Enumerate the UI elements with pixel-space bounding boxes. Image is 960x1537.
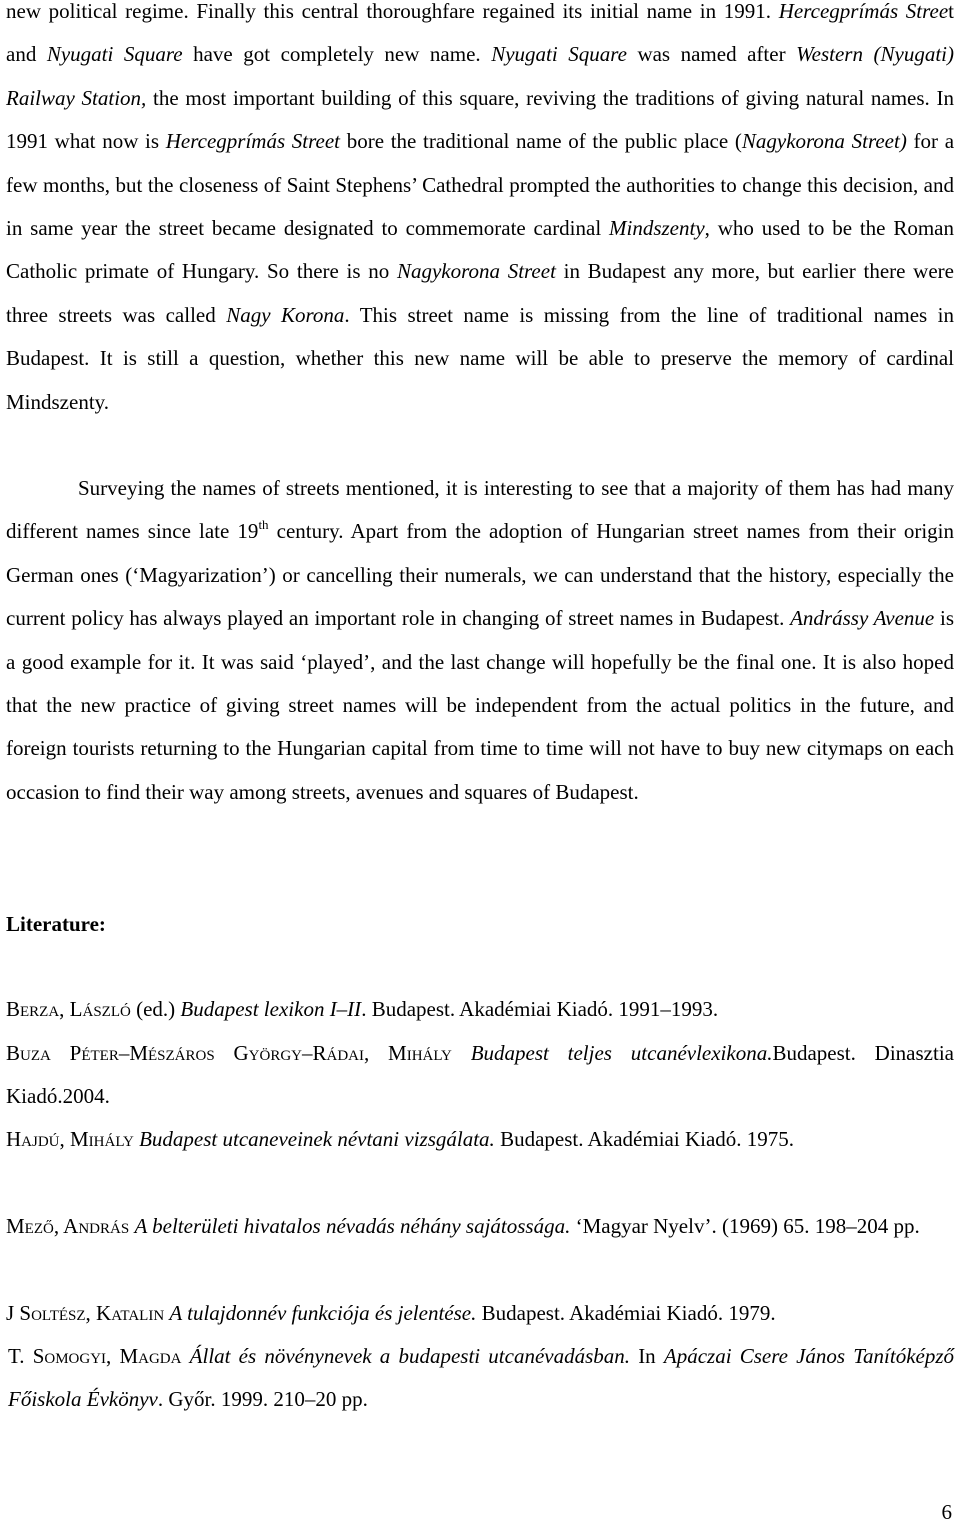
text-run: . Budapest. Akadémiai Kiadó. 1991–1993. bbox=[361, 997, 719, 1021]
reference-author: T. Somogyi, Magda bbox=[8, 1344, 182, 1368]
reference-title: Budapest teljes utcanévlexikona. bbox=[470, 1041, 773, 1065]
reference-title: Budapest utcaneveinek névtani vizsgálata. bbox=[139, 1127, 495, 1151]
text-run: bore the traditional name of the public place ( bbox=[340, 129, 742, 154]
reference-title: Állat és növénynevek a budapesti utcanévadásban. bbox=[189, 1344, 631, 1368]
reference-item bbox=[6, 988, 954, 1031]
text-run: new political regime. Finally this central thoroughfare regained its initial name in 1991. bbox=[6, 0, 772, 23]
text-run: Budapest. Akadémiai Kiadó. 1979. bbox=[476, 1301, 776, 1325]
reference-title: Budapest lexikon I–II bbox=[180, 997, 362, 1021]
body-paragraph-1 bbox=[6, 0, 954, 424]
literature-heading: Literature: bbox=[6, 912, 106, 936]
text-run: , who used to be the Roman Catholic primate of Hungary. So there is no bbox=[6, 216, 954, 284]
italic-run: Hercegprímás Stree bbox=[778, 0, 949, 23]
text-run: In bbox=[630, 1344, 664, 1368]
text-run: Budapest. Akadémiai Kiadó. 1975. bbox=[494, 1127, 795, 1151]
text-run: for a few months, but the closeness of Saint Stephens’ Cathedral prompted the authorities to change this decision, and in same year the street became designated to commemorate cardinal bbox=[6, 129, 955, 241]
reference-author: Buza Péter–Mészáros György–Rádai, Mihály bbox=[6, 1041, 452, 1065]
italic-run: Nagykorona Street bbox=[396, 259, 556, 284]
italic-run: Hercegprímás Street bbox=[165, 129, 341, 154]
text-run bbox=[181, 1344, 189, 1368]
text-run: t and bbox=[6, 0, 955, 67]
italic-run: Andrássy Avenue bbox=[790, 606, 935, 631]
superscript: th bbox=[258, 517, 269, 533]
reference-item bbox=[6, 1292, 954, 1335]
reference-title: Apáczai Csere János Tanítóképző Főiskola Évkönyv bbox=[8, 1344, 955, 1412]
body-paragraph-2 bbox=[6, 467, 954, 814]
text-run: Surveying the names of streets mentioned, it is interesting to see that a majority of them has had many different names since late 19 bbox=[6, 476, 954, 544]
text-run bbox=[452, 1041, 471, 1065]
text-run: have got completely new name. bbox=[182, 42, 492, 67]
reference-author: Mező, András bbox=[6, 1214, 130, 1238]
text-run: . This street name is missing from the line of traditional names in Budapest. It is still a question, whether this new name will be able to preserve the memory of cardinal Mindszenty. bbox=[6, 302, 955, 414]
text-run: in Budapest any more, but earlier there were three streets was called bbox=[6, 259, 954, 327]
reference-author: Hajdú, Mihály bbox=[6, 1127, 134, 1151]
reference-author: Berza, László bbox=[6, 997, 131, 1021]
italic-run: Mindszenty bbox=[609, 216, 705, 241]
italic-run: Nagy Korona bbox=[226, 302, 345, 327]
reference-author: J Soltész, Katalin bbox=[6, 1301, 165, 1325]
reference-item bbox=[6, 1118, 954, 1161]
reference-item bbox=[6, 1032, 954, 1119]
reference-title: A belterületi hivatalos névadás néhány sajátossága. bbox=[134, 1214, 571, 1238]
text-run: ‘Magyar Nyelv’. (1969) 65. 198–204 pp. bbox=[570, 1214, 920, 1238]
italic-run: Nyugati Square bbox=[46, 42, 183, 67]
text-run: . Győr. 1999. 210–20 pp. bbox=[157, 1387, 368, 1412]
text-run: was named after bbox=[626, 42, 797, 67]
italic-run: Nyugati Square bbox=[491, 42, 627, 67]
reference-title: A tulajdonnév funkciója és jelentése. bbox=[169, 1301, 477, 1325]
text-run: (ed.) bbox=[130, 997, 181, 1021]
reference-item bbox=[6, 1205, 954, 1248]
text-run: the most important building of this square, reviving the traditions of giving natural names. In 1991 what now is bbox=[6, 85, 955, 154]
text-run: Budapest. Dinasztia Kiadó.2004. bbox=[6, 1041, 954, 1109]
italic-run: Western (Nyugati) Railway Station, bbox=[6, 42, 954, 110]
reference-item bbox=[8, 1335, 954, 1422]
text-run: century. Apart from the adoption of Hungarian street names from their origin German ones (‘Magyarization’) or cancelling their numerals, we can understand that the history, especially the current policy has always played an important role in changing of street names in Budapest. bbox=[6, 519, 954, 631]
text-run: is a good example for it. It was said ‘played’, and the last change will hopefully be the final one. It is also hoped that the new practice of giving street names will be independent from the actual politics in the future, and foreign tourists returning to the Hungarian capital from time to time will not have to buy new citymaps on each occasion to find their way among streets, avenues and squares of Budapest. bbox=[6, 606, 954, 804]
italic-run: Nagykorona Street) bbox=[741, 129, 907, 154]
page-number: 6 bbox=[941, 1500, 952, 1524]
